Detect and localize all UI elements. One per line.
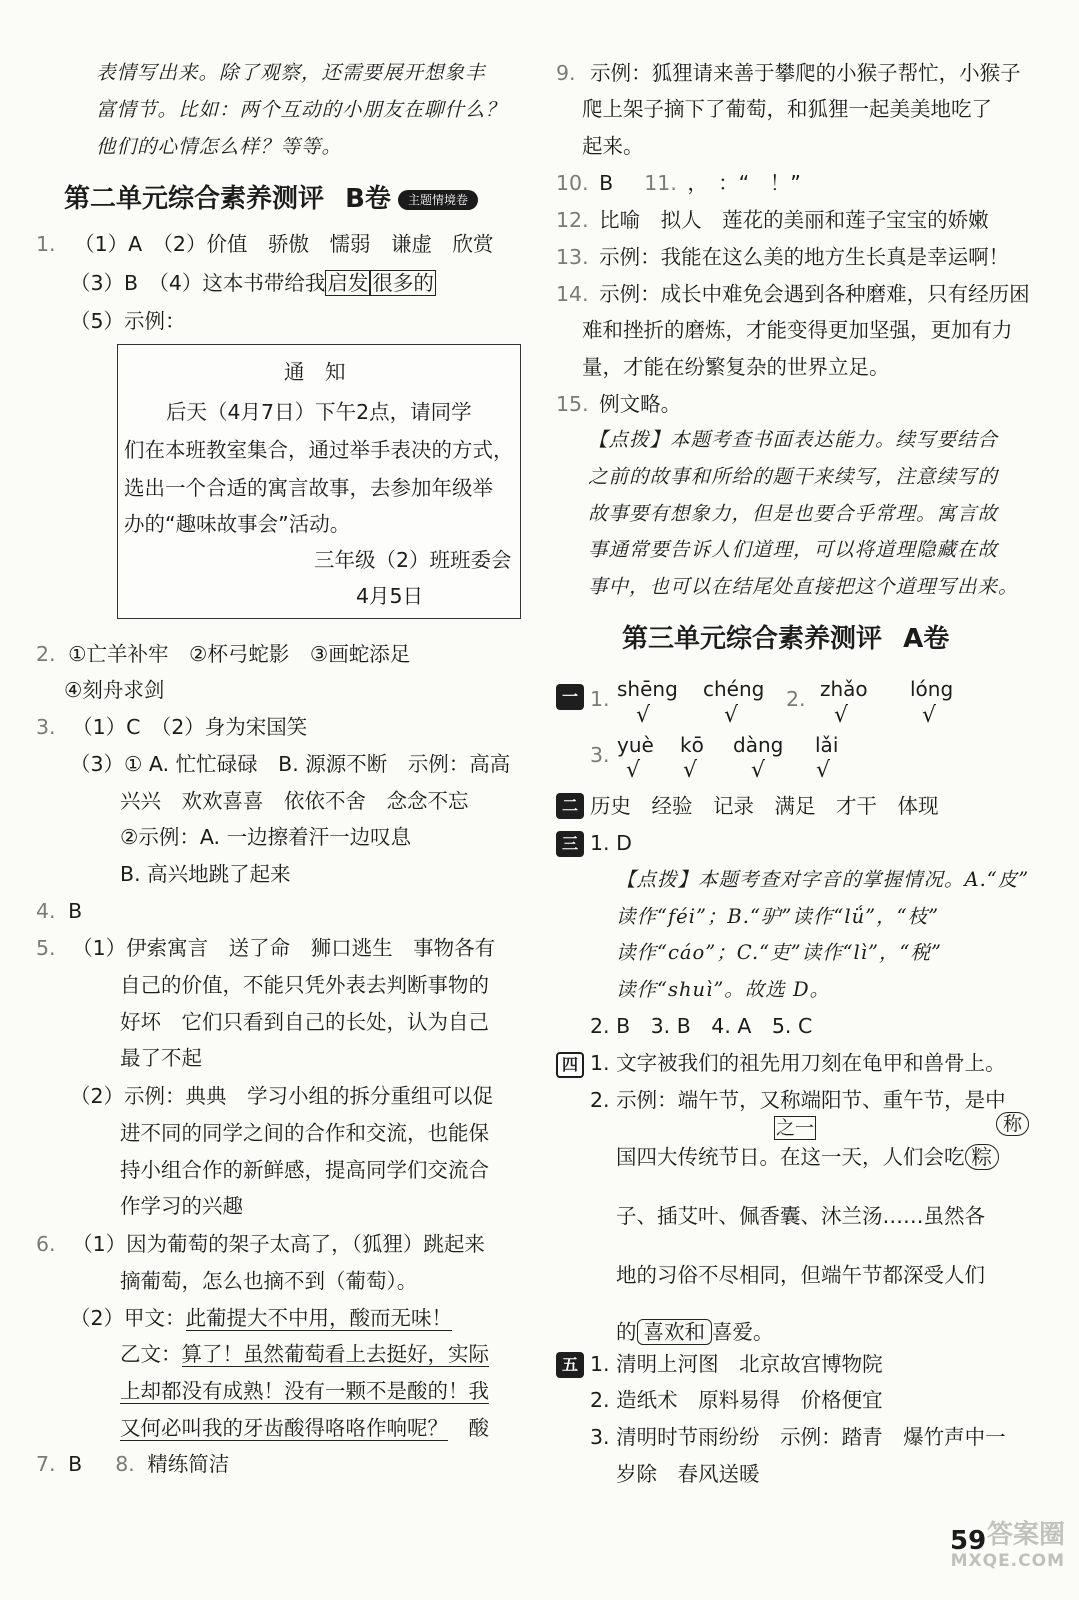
q6-line-4-label: 乙文： xyxy=(120,1342,182,1366)
tip1-line-2: 之前的故事和所给的题干来续写，注意续写的 xyxy=(588,465,999,488)
s4-line-6c: 喜爱。 xyxy=(712,1320,774,1344)
s4-insert-1: 之一 xyxy=(776,1117,815,1139)
q7-num: 7. xyxy=(36,1452,56,1476)
check-icon: √ xyxy=(922,703,937,728)
q1-box-1: 启发 xyxy=(327,271,369,295)
q6-line-3-underlined: 此葡提大不中用，酸而无味！ xyxy=(185,1306,453,1330)
check-icon: √ xyxy=(834,703,849,728)
s4-line-3c: 粽 xyxy=(965,1144,1000,1170)
s4-line-3a: 国四大传统节日 xyxy=(616,1145,760,1169)
unit3-title xyxy=(622,623,949,655)
s4-line-1: 1. 文字被我们的祖先用刀刻在龟甲和兽骨上。 xyxy=(590,1051,1006,1075)
s3-line-1: 1. D xyxy=(590,831,632,855)
q2-line-2: ④刻舟求剑 xyxy=(64,678,165,702)
q13-row xyxy=(556,244,1009,270)
s1-num-2: 2. xyxy=(786,687,806,711)
watermark-text-top: 答案圈 xyxy=(986,1520,1065,1550)
q14-line-2: 难和挫折的磨炼，才能变得更加坚强，更加有力 xyxy=(582,318,1013,342)
q4-num: 4. xyxy=(36,899,56,923)
q3-line-4: ②示例：A. 一边擦着汗一边叹息 xyxy=(120,825,412,849)
notice-line-1: 后天（4月7日）下午2点，请同学 xyxy=(166,400,472,424)
q5-line-4: 最了不起 xyxy=(120,1046,202,1070)
q5-line-6: 进不同的同学之间的合作和交流，也能保 xyxy=(120,1121,489,1145)
q5-line-8: 作学习的兴趣 xyxy=(120,1194,243,1218)
s1-pinyin-7: dàng xyxy=(733,733,784,757)
s5-line-2: 2. 造纸术 原料易得 价格便宜 xyxy=(590,1388,883,1412)
page-number: 59 xyxy=(950,1526,987,1556)
q10-q11-row xyxy=(556,170,801,196)
s4-insert-2-wrap xyxy=(996,1111,1029,1137)
q4-row xyxy=(36,898,82,924)
q3-row-1 xyxy=(36,714,307,740)
intro-line-2: 富情节。比如：两个互动的小朋友在聊什么？ xyxy=(96,98,507,121)
q6-row-4 xyxy=(120,1341,489,1367)
notice-line-4: 办的“趣味故事会”活动。 xyxy=(124,512,351,536)
q1-line-2: （3）B （4）这本书带给我 xyxy=(70,271,326,295)
s3-line-2: 2. B 3. B 4. A 5. C xyxy=(590,1014,813,1038)
q10-num: 10. xyxy=(556,171,589,195)
q12-row xyxy=(556,207,989,233)
check-icon: √ xyxy=(626,758,641,783)
q14-line-1: 示例：成长中难免会遇到各种磨难，只有经历困 xyxy=(599,282,1030,306)
section-1-icon: 一 xyxy=(556,684,584,710)
q2-num: 2. xyxy=(36,642,56,666)
q7-answer: B xyxy=(68,1452,103,1476)
s5-line-1: 1. 清明上河图 北京故宫博物院 xyxy=(590,1352,883,1376)
q9-num: 9. xyxy=(556,61,576,85)
section-5-icon: 五 xyxy=(556,1352,584,1378)
s4-line-6b: 喜欢和 xyxy=(637,1319,713,1345)
q13-num: 13. xyxy=(556,245,589,269)
s4-line-2: 2. 示例：端午节，又称端阳节、重午节，是中 xyxy=(590,1088,1006,1112)
s3-tip-line-3: 读作“cáo”；C.“吏”读作“lì”，“税” xyxy=(616,941,942,964)
q6-line-4-underlined: 算了！虽然葡萄看上去挺好，实际 xyxy=(181,1342,489,1366)
q9-line-1: 示例：狐狸请来善于攀爬的小猴子帮忙，小猴子 xyxy=(590,61,1021,85)
q9-line-3: 起来。 xyxy=(582,134,644,158)
unit2-title xyxy=(64,183,391,215)
q7-q8-row xyxy=(36,1451,229,1477)
s1-pinyin-2: chéng xyxy=(703,677,765,701)
notice-line-3: 选出一个合适的寓言故事，去参加年级举 xyxy=(124,476,493,500)
section-4-icon: 四 xyxy=(556,1052,584,1078)
q1-num: 1. xyxy=(36,232,56,256)
s4-line-3b: 。在这一天，人们会吃 xyxy=(759,1145,965,1169)
watermark-text-bottom: MXQE.COM xyxy=(950,1551,1065,1571)
s4-insert-1-wrap xyxy=(774,1115,816,1141)
q5-line-1: （1）伊索寓言 送了命 狮口逃生 事物各有 xyxy=(72,936,496,960)
q11-answer: ， ：“ ！” xyxy=(687,171,801,195)
q5-num: 5. xyxy=(36,936,56,960)
q1-box-2: 很多的 xyxy=(372,271,434,295)
watermark-logo xyxy=(935,1514,1065,1580)
notice-title: 通 知 xyxy=(284,360,346,384)
q1-line-3: （5）示例： xyxy=(70,309,186,333)
s1-pinyin-4: lóng xyxy=(910,677,954,701)
q8-answer: 精练简洁 xyxy=(147,1452,230,1476)
q12-num: 12. xyxy=(556,208,589,232)
s3-tip-line-2: 读作“féi”；B.“驴”读作“lǘ”，“枝” xyxy=(616,905,940,928)
notice-box xyxy=(117,344,521,619)
q6-row-1 xyxy=(36,1231,485,1257)
section-2-icon: 二 xyxy=(556,793,584,819)
q1-row-1 xyxy=(36,231,493,257)
q15-num: 15. xyxy=(556,392,589,416)
q4-answer: B xyxy=(68,899,83,923)
theme-badge: 主题情境卷 xyxy=(398,190,478,210)
intro-line-1: 表情写出来。除了观察，还需要展开想象丰 xyxy=(96,61,486,84)
tip1-line-3: 故事要有想象力，但是也要合乎常理。寓言故 xyxy=(588,502,999,525)
unit2-title-text: 第二单元综合素养测评 xyxy=(64,184,325,214)
q9-row-1 xyxy=(556,60,1021,86)
unit3-title-text: 第三单元综合素养测评 xyxy=(622,624,883,654)
s4-row-6 xyxy=(616,1319,774,1345)
q3-line-5: B. 高兴地跳了起来 xyxy=(120,862,291,886)
check-icon: √ xyxy=(636,703,651,728)
q6-line-6-underlined: 又何必叫我的牙齿酸得咯咯作响呢？ xyxy=(120,1416,448,1440)
q2-line-1: ①亡羊补牢 ②杯弓蛇影 ③画蛇添足 xyxy=(68,642,411,666)
notice-date: 4月5日 xyxy=(356,584,424,608)
q5-row-1 xyxy=(36,935,495,961)
q14-num: 14. xyxy=(556,282,589,306)
q11-num: 11. xyxy=(644,171,677,195)
unit2-title-suffix: B卷 xyxy=(345,184,391,214)
q6-row-5 xyxy=(120,1378,489,1404)
q5-line-5: （2）示例：典典 学习小组的拆分重组可以促 xyxy=(70,1084,494,1108)
q6-num: 6. xyxy=(36,1232,56,1256)
s1-pinyin-3: zhǎo xyxy=(820,677,868,701)
s5-line-3: 3. 清明时节雨纷纷 示例：踏青 爆竹声中一 xyxy=(590,1425,1006,1449)
s2-answer: 历史 经验 记录 满足 才干 体现 xyxy=(590,794,939,818)
tip1-line-4: 事通常要告诉人们道理，可以将道理隐藏在故 xyxy=(588,538,999,561)
s4-insert-2: 称 xyxy=(996,1112,1029,1136)
notice-signer: 三年级（2）班班委会 xyxy=(314,548,512,572)
s4-row-3 xyxy=(616,1144,999,1170)
q3-line-2: （3）① A. 忙忙碌碌 B. 源源不断 示例：高高 xyxy=(70,752,511,776)
s1-num-3: 3. xyxy=(590,743,610,767)
q8-num: 8. xyxy=(115,1452,135,1476)
tip1-line-5: 事中，也可以在结尾处直接把这个道理写出来。 xyxy=(588,575,1019,598)
check-icon: √ xyxy=(683,758,698,783)
q14-line-3: 量，才能在纷繁复杂的世界立足。 xyxy=(582,355,890,379)
q12-answer: 比喻 拟人 莲花的美丽和莲子宝宝的娇嫩 xyxy=(599,208,989,232)
q5-line-3: 好坏 它们只看到自己的长处，认为自己 xyxy=(120,1010,489,1034)
s1-pinyin-6: kō xyxy=(680,733,704,757)
s1-pinyin-1: shēng xyxy=(617,677,678,701)
q14-row-1 xyxy=(556,281,1030,307)
q3-line-1: （1）C （2）身为宋国笑 xyxy=(72,715,308,739)
s4-line-5: 地的习俗不尽相同，但端午节都深受人们 xyxy=(616,1263,985,1287)
notice-line-2: 们在本班教室集合，通过举手表决的方式， xyxy=(124,438,514,462)
q5-line-2: 自己的价值，不能只凭外表去判断事物的 xyxy=(120,973,489,997)
q6-line-1: （1）因为葡萄的架子太高了，（狐狸）跳起来 xyxy=(72,1232,485,1256)
check-icon: √ xyxy=(724,703,739,728)
q15-answer: 例文略。 xyxy=(599,392,682,416)
check-icon: √ xyxy=(751,758,766,783)
s4-line-4: 子、插艾叶、佩香囊、沐兰汤……虽然各 xyxy=(616,1204,985,1228)
q6-line-5-underlined: 上却都没有成熟！没有一颗不是酸的！我 xyxy=(120,1379,489,1403)
q6-line-2: 摘葡萄，怎么也摘不到（葡萄）。 xyxy=(120,1269,418,1293)
q9-line-2: 爬上架子摘下了葡萄，和狐狸一起美美地吃了 xyxy=(582,97,992,121)
q1-row-2 xyxy=(70,270,436,296)
s3-tip-line-1: 【点拨】本题考查对字音的掌握情况。A.“皮” xyxy=(616,868,1030,891)
s1-pinyin-5: yuè xyxy=(617,733,654,757)
q6-line-6-tail: 酸 xyxy=(448,1416,489,1440)
s1-pinyin-8: lǎi xyxy=(815,733,839,757)
q3-line-3: 兴兴 欢欢喜喜 依依不舍 念念不忘 xyxy=(120,789,469,813)
q3-num: 3. xyxy=(36,715,56,739)
s4-line-6a: 的 xyxy=(616,1320,637,1344)
check-icon: √ xyxy=(816,758,831,783)
q2-row-1 xyxy=(36,641,410,667)
q6-row-3 xyxy=(70,1305,452,1331)
s1-num-1: 1. xyxy=(590,687,610,711)
intro-line-3: 他们的心情怎么样？等等。 xyxy=(96,135,343,158)
tip1-line-1: 【点拨】本题考查书面表达能力。续写要结合 xyxy=(588,428,999,451)
q6-row-6 xyxy=(120,1415,489,1441)
q1-line-1: （1）A （2）价值 骄傲 懦弱 谦虚 欣赏 xyxy=(74,232,494,256)
q10-answer: B xyxy=(599,171,634,195)
s5-line-4: 岁除 春风送暖 xyxy=(616,1462,760,1486)
q6-line-3-label: （2）甲文： xyxy=(70,1306,186,1330)
section-3-icon: 三 xyxy=(556,831,584,857)
q5-line-7: 持小组合作的新鲜感，提高同学们交流合 xyxy=(120,1158,489,1182)
q13-answer: 示例：我能在这么美的地方生长真是幸运啊！ xyxy=(599,245,1010,269)
q15-row xyxy=(556,391,681,417)
unit3-title-suffix: A卷 xyxy=(903,624,950,654)
s3-tip-line-4: 读作“shuì”。故选 D。 xyxy=(616,978,831,1001)
